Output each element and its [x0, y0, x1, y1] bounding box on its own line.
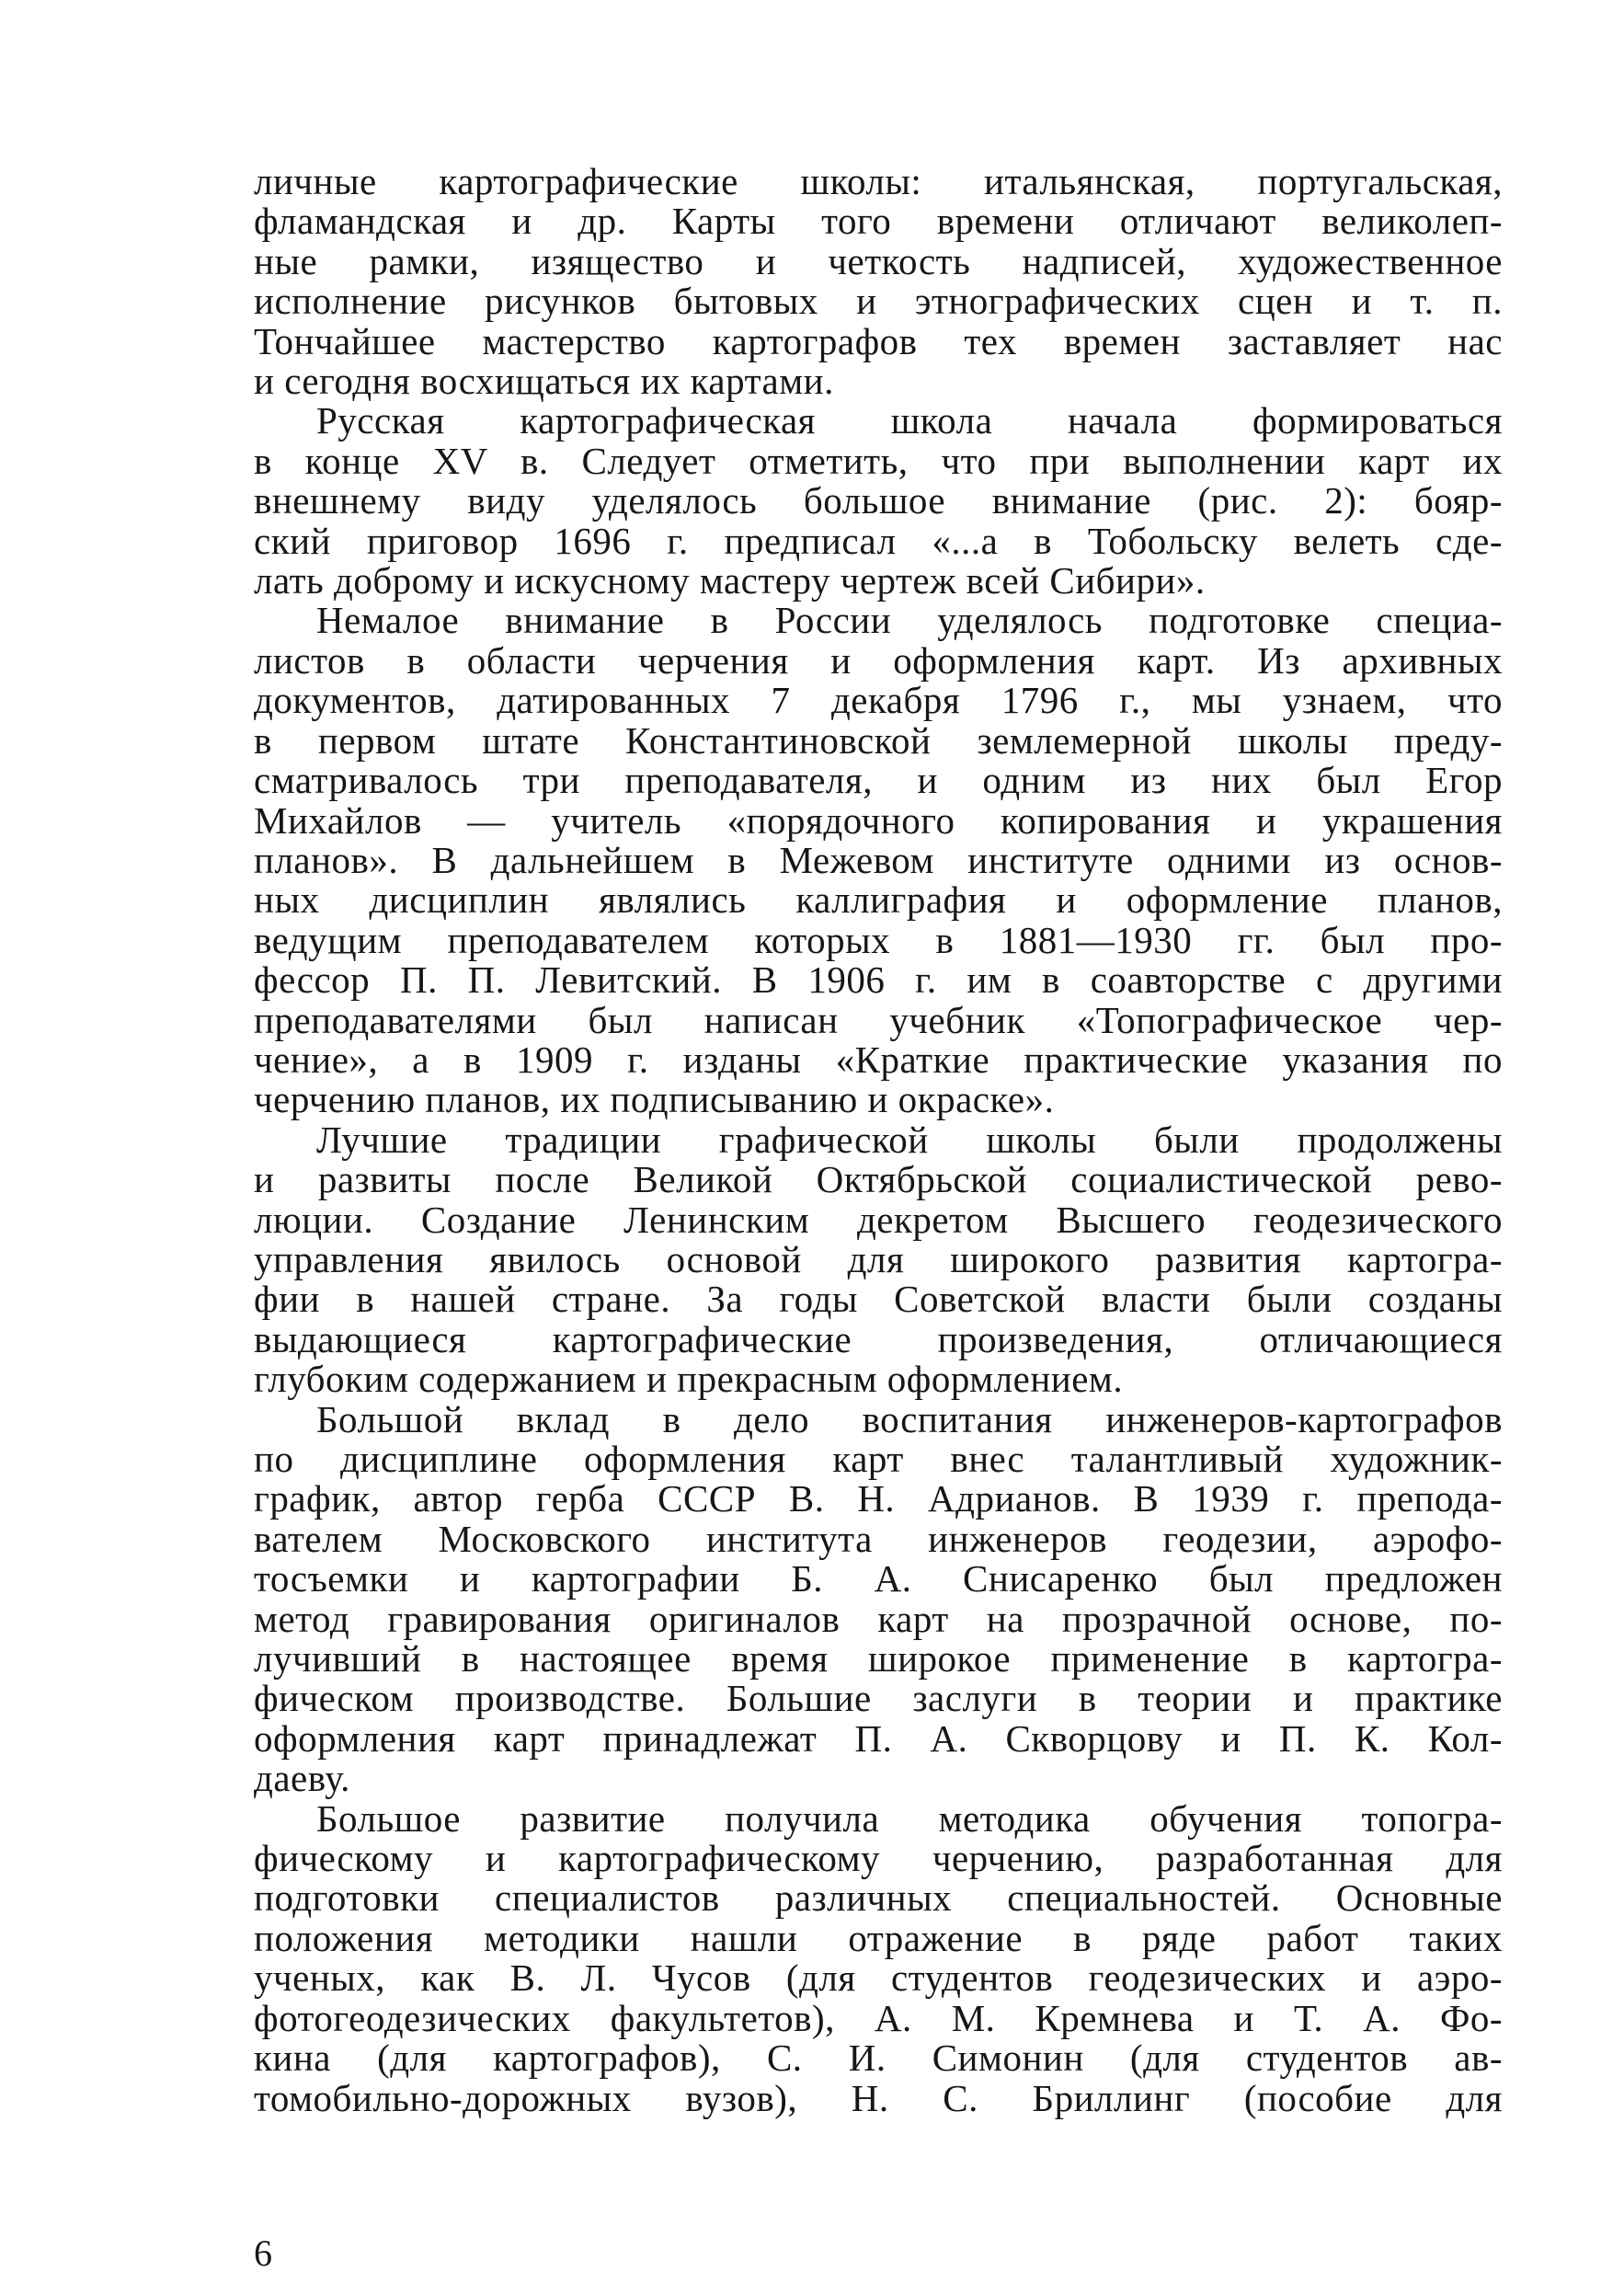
- text-line: Немалое внимание в России уделялось подготовке специа-: [316, 599, 1503, 642]
- text-line: управления явилось основой для широкого развития картогра-: [254, 1237, 1503, 1280]
- text-line: Русская картографическая школа начала формироваться: [316, 399, 1503, 442]
- text-line: Большое развитие получила методика обучения топогра-: [316, 1796, 1503, 1840]
- text-line: планов». В дальнейшем в Межевом институте одними из основ-: [254, 838, 1503, 881]
- text-line: тосъемки и картографии Б. А. Снисаренко был предложен: [254, 1557, 1503, 1600]
- text-line: вателем Московского института инженеров геодезии, аэрофо-: [254, 1517, 1503, 1560]
- paragraph: [254, 1397, 1503, 1800]
- paragraph: [254, 601, 1503, 1119]
- paragraph: [254, 162, 1503, 401]
- text-line: в конце XV в. Следует отметить, что при выполнении карт их: [254, 439, 1503, 482]
- text-line: ных дисциплин являлись каллиграфия и оформление планов,: [254, 878, 1503, 922]
- text-line: по дисциплине оформления карт внес талантливый художник-: [254, 1438, 1503, 1480]
- text-line: метод гравирования оригиналов карт на прозрачной основе, по-: [254, 1597, 1503, 1640]
- text-line: личные картографические школы: итальянская, португальская,: [254, 160, 1503, 202]
- text-line: оформления карт принадлежат П. А. Скворцову и П. К. Кол-: [254, 1716, 1503, 1760]
- text-line: ученых, как В. Л. Чусов (для студентов геодезических и аэро-: [254, 1956, 1503, 2000]
- text-line: преподавателями был написан учебник «Топографическое чер-: [254, 998, 1503, 1041]
- text-line: Михайлов — учитель «порядочного копирования и украшения: [254, 798, 1503, 842]
- text-line: листов в области черчения и оформления карт. Из архивных: [254, 638, 1503, 682]
- text-line: ский приговор 1696 г. предписал «...а в Тобольску велеть сде-: [254, 519, 1503, 562]
- text-line: подготовки специалистов различных специальностей. Основные: [254, 1876, 1503, 1920]
- text-line: кина (для картографов), С. И. Симонин (для студентов ав-: [254, 2036, 1503, 2080]
- text-line: фессор П. П. Левитский. В 1906 г. им в соавторстве с другими: [254, 958, 1503, 1002]
- text-line: томобильно-дорожных вузов), Н. С. Бриллинг (пособие для: [254, 2076, 1503, 2119]
- text-line: люции. Создание Ленинским декретом Высшего геодезического: [254, 1198, 1503, 1241]
- page-number: 6: [254, 2232, 272, 2274]
- text-line: положения методики нашли отражение в ряде работ таких: [254, 1916, 1503, 1959]
- text-line: фламандская и др. Карты того времени отличают великолеп-: [254, 200, 1503, 243]
- text-line: Лучшие традиции графической школы были продолжены: [316, 1118, 1503, 1161]
- text-line: график, автор герба СССР В. Н. Адрианов. В 1939 г. препода-: [254, 1477, 1503, 1520]
- text-line: Тончайшее мастерство картографов тех времен заставляет нас: [254, 319, 1503, 362]
- text-line: в первом штате Константиновской землемерной школы преду-: [254, 718, 1503, 762]
- text-line: выдающиеся картографические произведения, отличающиеся: [254, 1317, 1503, 1360]
- text-line: фическом производстве. Большие заслуги в теории и практике: [254, 1677, 1503, 1720]
- text-line: чение», а в 1909 г. изданы «Краткие практические указания по: [254, 1038, 1503, 1081]
- text-line: лать доброму и искусному мастеру чертеж всей Сибири».: [254, 559, 1206, 602]
- text-line: внешнему виду уделялось большое внимание (рис. 2): бояр-: [254, 479, 1503, 522]
- paragraph: [254, 1796, 1503, 2119]
- body-text: [254, 162, 1503, 2118]
- text-line: ные рамки, изящество и четкость надписей, художественное: [254, 239, 1503, 282]
- text-line: лучивший в настоящее время широкое применение в картогра-: [254, 1637, 1503, 1681]
- text-line: исполнение рисунков бытовых и этнографических сцен и т. п.: [254, 280, 1503, 323]
- paragraph: [254, 401, 1503, 601]
- paragraph: [254, 1120, 1503, 1400]
- text-line: фотогеодезических факультетов), А. М. Кремнева и Т. А. Фо-: [254, 1996, 1503, 2039]
- text-line: документов, датированных 7 декабря 1796 г., мы узнаем, что: [254, 679, 1503, 722]
- text-line: и сегодня восхищаться их картами.: [254, 360, 834, 403]
- text-line: фии в нашей стране. За годы Советской власти были созданы: [254, 1278, 1503, 1321]
- text-line: и развиты после Великой Октябрьской социалистической рево-: [254, 1158, 1503, 1201]
- text-line: сматривалось три преподавателя, и одним из них был Егор: [254, 759, 1503, 802]
- text-line: фическому и картографическому черчению, разработанная для: [254, 1837, 1503, 1880]
- text-line: даеву.: [254, 1757, 350, 1800]
- text-line: ведущим преподавателем которых в 1881—1930 гг. был про-: [254, 918, 1503, 961]
- text-line: Большой вклад в дело воспитания инженеров-картографов: [316, 1397, 1503, 1440]
- text-line: черчению планов, их подписыванию и окраске».: [254, 1078, 1055, 1121]
- text-line: глубоким содержанием и прекрасным оформлением.: [254, 1358, 1124, 1401]
